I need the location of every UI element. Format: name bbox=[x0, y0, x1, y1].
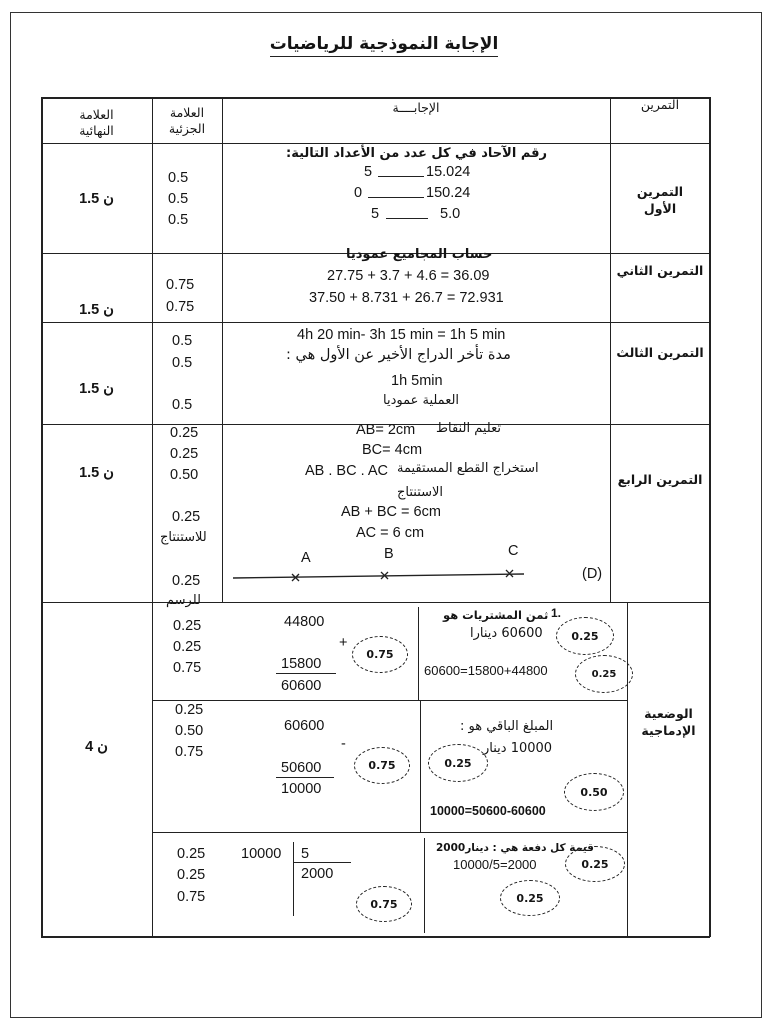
ex4-final: 1.5 ن bbox=[79, 465, 114, 481]
ex5-p1-operator: + bbox=[339, 635, 348, 651]
ex3-line-4: العملية عموديا bbox=[383, 393, 460, 408]
ex1-final: 1.5 ن bbox=[79, 191, 114, 207]
ex5-p3-divisor: 5 bbox=[301, 846, 310, 862]
ex5-p2-label: المبلغ الباقي هو : bbox=[460, 719, 554, 734]
ex5-p2-partial-3: 0.75 bbox=[175, 744, 204, 760]
exercise-1-name: التمرين الأول bbox=[636, 184, 684, 216]
header-final-mark: العلامة النهائية bbox=[79, 107, 114, 138]
ex5-p1-mark-2: 0.25 bbox=[575, 655, 633, 693]
ex1-heading: رقم الآحاد في كل عدد من الأعداد التالية: bbox=[286, 146, 548, 161]
ex1-digit-3: 5 bbox=[371, 206, 380, 222]
ex5-p3-quotient: 2000 bbox=[301, 866, 334, 882]
ex5-p2-operator: - bbox=[341, 736, 346, 752]
ex5-p1-partial-2: 0.25 bbox=[173, 639, 202, 655]
ex4-line-1-value: AB= 2cm bbox=[356, 422, 416, 438]
ex2-line-2: 37.50 + 8.731 + 26.7 = 72.931 bbox=[309, 290, 504, 306]
ex5-p3-mark-1: 0.25 bbox=[565, 846, 625, 882]
ex5-p3-partial-1: 0.25 bbox=[177, 846, 206, 862]
ex3-line-3: 1h 5min bbox=[391, 373, 443, 389]
exercise-3-name: التمرين الثالث bbox=[616, 345, 704, 360]
ex4-partial-5: 0.25 bbox=[172, 573, 201, 589]
exercise-5-name: الوضعية الإدماجية bbox=[641, 706, 696, 738]
ex5-p2-partial-1: 0.25 bbox=[175, 702, 204, 718]
ex2-partial-2: 0.75 bbox=[166, 299, 195, 315]
ex1-number-2: 150.24 bbox=[426, 185, 471, 201]
ex5-p2-value: 10000 دينار bbox=[483, 741, 553, 756]
ex5-p3-partial-2: 0.25 bbox=[177, 867, 206, 883]
ex5-p3-div-mark: 0.75 bbox=[356, 886, 412, 922]
ex5-p1-calc-mark: 0.75 bbox=[352, 636, 408, 673]
page-title: الإجابة النموذجية للرياضيات bbox=[0, 34, 768, 54]
point-b-label: B bbox=[384, 546, 394, 562]
ex4-line-3-value: AB . BC . AC bbox=[305, 463, 388, 479]
ex3-partial-2: 0.5 bbox=[172, 355, 193, 371]
ex1-number-1: 15.024 bbox=[426, 164, 471, 180]
ex5-p1-equation: 60600=15800+44800 bbox=[424, 663, 548, 678]
ex5-p1-label: ثمن المشتريات هو bbox=[443, 608, 549, 622]
ex1-digit-1: 5 bbox=[364, 164, 373, 180]
ex2-final: 1.5 ن bbox=[79, 302, 114, 318]
ex4-line-5: AB + BC = 6cm bbox=[341, 504, 441, 520]
ex4-line-6: AC = 6 cm bbox=[356, 525, 425, 541]
ex3-final: 1.5 ن bbox=[79, 381, 114, 397]
ex3-partial-1: 0.5 bbox=[172, 333, 193, 349]
header-exercise: التمرين bbox=[640, 97, 680, 112]
ex4-partial-1: 0.25 bbox=[170, 425, 199, 441]
ex2-partial-1: 0.75 bbox=[166, 277, 195, 293]
ex5-p2-mark-2: 0.50 bbox=[564, 773, 624, 811]
line-d-label: (D) bbox=[582, 566, 603, 582]
ex5-p3-partial-3: 0.75 bbox=[177, 889, 206, 905]
ex4-line-1-label: تعليم النقاط bbox=[436, 421, 501, 436]
ex4-line-3-label: استخراج القطع المستقيمة bbox=[397, 461, 539, 476]
header-partial-mark: العلامة الجزئية bbox=[168, 105, 206, 136]
ex5-p1-value: 60600 دينارا bbox=[470, 626, 543, 641]
ex1-partial-3: 0.5 bbox=[168, 212, 189, 228]
exercise-4-name: التمرين الرابع bbox=[617, 472, 703, 487]
ex5-p3-mark-2: 0.25 bbox=[500, 880, 560, 916]
header-answer: الإجابــــة bbox=[392, 100, 440, 115]
ex5-p3-dividend: 10000 bbox=[241, 846, 282, 862]
ex1-digit-2: 0 bbox=[354, 185, 363, 201]
ex5-p1-operand-a: 44800 bbox=[284, 614, 325, 630]
ex5-p2-operand-b: 50600 bbox=[281, 760, 322, 776]
ex5-p2-partial-2: 0.50 bbox=[175, 723, 204, 739]
ex4-partial-label-conclusion: للاستنتاج bbox=[160, 530, 207, 545]
ex5-final: 4 ن bbox=[85, 739, 108, 755]
ex5-p2-operand-a: 60600 bbox=[284, 718, 325, 734]
ex4-partial-label-drawing: للرسم bbox=[166, 593, 201, 608]
ex5-p1-mark-1: 0.25 bbox=[556, 617, 614, 655]
ex5-p3-equation: 10000/5=2000 bbox=[453, 857, 537, 872]
ex4-line-2: BC= 4cm bbox=[362, 442, 423, 458]
ex5-p1-partial-3: 0.75 bbox=[173, 660, 202, 676]
ex2-line-1: 27.75 + 3.7 + 4.6 = 36.09 bbox=[327, 268, 490, 284]
ex5-p1-partial-1: 0.25 bbox=[173, 618, 202, 634]
ex2-heading: حساب المجاميع عموديا bbox=[346, 247, 493, 262]
ex4-partial-3: 0.50 bbox=[170, 467, 199, 483]
ex1-number-3: 5.0 bbox=[440, 206, 461, 222]
ex4-partial-2: 0.25 bbox=[170, 446, 199, 462]
ex5-p2-equation: 10000=50600-60600 bbox=[430, 804, 546, 818]
ex5-p2-calc-mark: 0.75 bbox=[354, 747, 410, 784]
ex5-p2-mark-1: 0.25 bbox=[428, 744, 488, 782]
exercise-2-name: التمرين الثاني bbox=[616, 263, 704, 278]
ex5-p1-result: 60600 bbox=[281, 678, 322, 694]
ex3-line-2: مدة تأخر الدراج الأخير عن الأول هي : bbox=[286, 347, 511, 363]
point-a-label: A bbox=[301, 550, 311, 566]
point-c-label: C bbox=[508, 543, 519, 559]
ex3-partial-3: 0.5 bbox=[172, 397, 193, 413]
ex4-line-4: الاستنتاج bbox=[397, 485, 444, 500]
ex5-p1-operand-b: 15800 bbox=[281, 656, 322, 672]
ex5-p3-label: قيمة كل دفعة هي : دينار2000 bbox=[436, 842, 594, 854]
ex3-line-1: 4h 20 min- 3h 15 min = 1h 5 min bbox=[297, 327, 506, 343]
ex5-p2-result: 10000 bbox=[281, 781, 322, 797]
ex1-partial-2: 0.5 bbox=[168, 191, 189, 207]
ex1-partial-1: 0.5 bbox=[168, 170, 189, 186]
ex5-p1-number: 1. bbox=[551, 606, 562, 620]
ex4-partial-4: 0.25 bbox=[172, 509, 201, 525]
